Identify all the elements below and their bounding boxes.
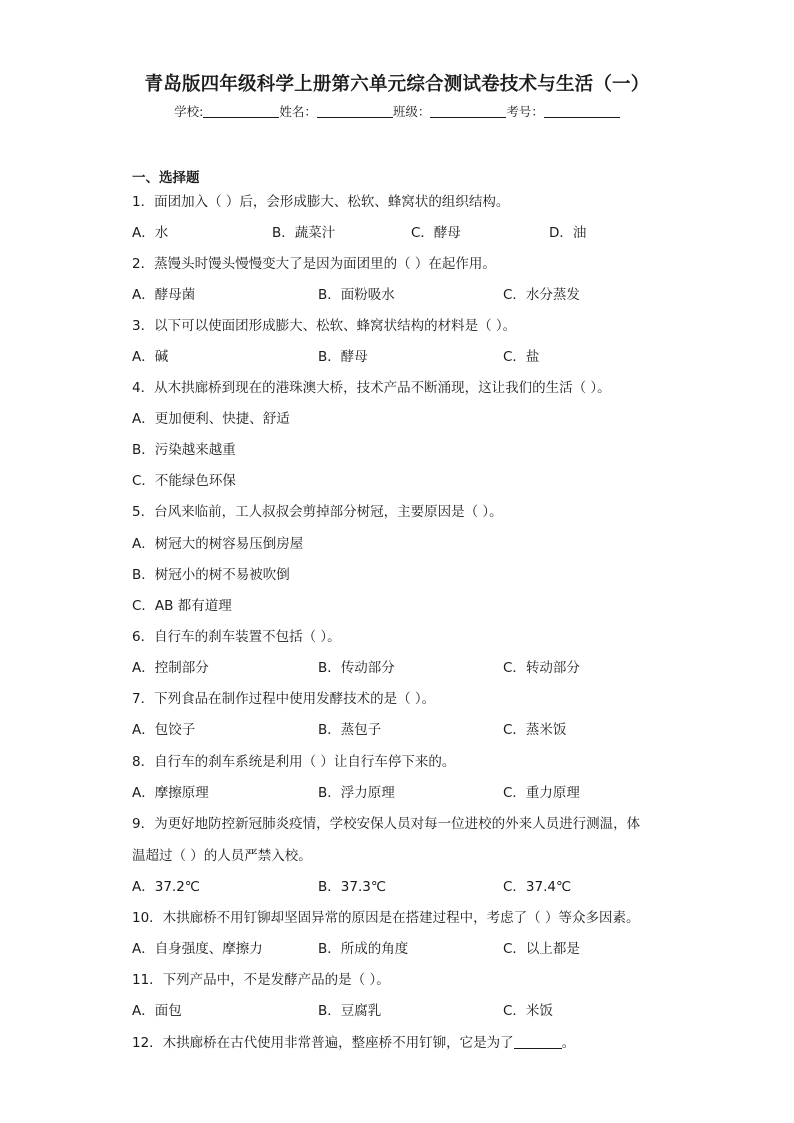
question-3-option-a[interactable]: A．碱 <box>132 349 169 365</box>
question-12-text: 12．木拱廊桥在古代使用非常普遍，整座桥不用钉铆，它是为了 <box>132 1035 514 1051</box>
question-2-option-a[interactable]: A．酵母菌 <box>132 287 196 303</box>
question-6-option-b[interactable]: B．传动部分 <box>318 660 395 676</box>
question-12-stem <box>132 1035 575 1051</box>
student-info-row <box>0 102 794 120</box>
school-blank[interactable] <box>203 105 279 118</box>
question-4-option-c[interactable]: C．不能绿色环保 <box>132 473 236 489</box>
question-4-stem: 4．从木拱廊桥到现在的港珠澳大桥，技术产品不断涌现，这让我们的生活（ ）。 <box>132 380 611 396</box>
question-2-option-b[interactable]: B．面粉吸水 <box>318 287 395 303</box>
page-title: 青岛版四年级科学上册第六单元综合测试卷技术与生活（一） <box>144 74 650 95</box>
name-blank[interactable] <box>317 105 393 118</box>
question-8-option-c[interactable]: C．重力原理 <box>503 785 580 801</box>
school-label: 学校: <box>174 104 204 119</box>
question-5-option-b[interactable]: B．树冠小的树不易被吹倒 <box>132 567 290 583</box>
question-9-option-c[interactable]: C．37.4℃ <box>503 879 572 895</box>
question-6-option-c[interactable]: C．转动部分 <box>503 660 580 676</box>
question-1-stem: 1．面团加入（ ）后，会形成膨大、松软、蜂窝状的组织结构。 <box>132 194 510 210</box>
question-12-end: 。 <box>561 1035 576 1051</box>
question-12-answer-blank[interactable] <box>514 1035 562 1049</box>
question-2-option-c[interactable]: C．水分蒸发 <box>503 287 580 303</box>
question-8-option-b[interactable]: B．浮力原理 <box>318 785 395 801</box>
question-11-option-b[interactable]: B．豆腐乳 <box>318 1003 382 1019</box>
question-9-option-b[interactable]: B．37.3℃ <box>318 879 386 895</box>
exam-number-blank[interactable] <box>544 105 620 118</box>
question-3-stem: 3．以下可以使面团形成膨大、松软、蜂窝状结构的材料是（ ）。 <box>132 318 517 334</box>
section-heading: 一、选择题 <box>132 170 200 186</box>
class-label: 班级： <box>392 104 431 119</box>
question-10-option-a[interactable]: A．自身强度、摩擦力 <box>132 941 263 957</box>
question-9-stem-continued: 温超过（ ）的人员严禁入校。 <box>132 848 312 864</box>
question-11-stem: 11．下列产品中，不是发酵产品的是（ ）。 <box>132 972 390 988</box>
question-1-option-d[interactable]: D．油 <box>549 225 587 241</box>
question-7-option-b[interactable]: B．蒸包子 <box>318 722 382 738</box>
question-5-option-c[interactable]: C．AB 都有道理 <box>132 598 232 614</box>
question-3-option-b[interactable]: B．酵母 <box>318 349 368 365</box>
question-7-option-a[interactable]: A．包饺子 <box>132 722 196 738</box>
exam-number-label: 考号： <box>506 104 544 119</box>
question-4-option-b[interactable]: B．污染越来越重 <box>132 442 236 458</box>
question-6-stem: 6．自行车的刹车装置不包括（ ）。 <box>132 629 341 645</box>
question-5-stem: 5．台风来临前，工人叔叔会剪掉部分树冠，主要原因是（ ）。 <box>132 504 503 520</box>
question-11-option-c[interactable]: C．米饭 <box>503 1003 553 1019</box>
name-label: 姓名： <box>279 104 317 119</box>
question-1-option-b[interactable]: B．蔬菜汁 <box>272 225 336 241</box>
question-7-option-c[interactable]: C．蒸米饭 <box>503 722 567 738</box>
question-10-stem: 10．木拱廊桥不用钉铆却坚固异常的原因是在搭建过程中，考虑了（ ）等众多因素。 <box>132 910 640 926</box>
question-1-option-a[interactable]: A．水 <box>132 225 169 241</box>
question-10-option-b[interactable]: B．所成的角度 <box>318 941 409 957</box>
question-7-stem: 7．下列食品在制作过程中使用发酵技术的是（ ）。 <box>132 691 436 707</box>
question-5-option-a[interactable]: A．树冠大的树容易压倒房屋 <box>132 536 304 552</box>
question-9-stem: 9．为更好地防控新冠肺炎疫情，学校安保人员对每一位进校的外来人员进行测温，体 <box>132 816 641 832</box>
question-1-option-c[interactable]: C．酵母 <box>411 225 461 241</box>
question-10-option-c[interactable]: C．以上都是 <box>503 941 580 957</box>
question-9-option-a[interactable]: A．37.2℃ <box>132 879 200 895</box>
question-4-option-a[interactable]: A．更加便利、快捷、舒适 <box>132 411 290 427</box>
question-6-option-a[interactable]: A．控制部分 <box>132 660 209 676</box>
question-8-option-a[interactable]: A．摩擦原理 <box>132 785 209 801</box>
question-3-option-c[interactable]: C．盐 <box>503 349 540 365</box>
class-blank[interactable] <box>430 105 506 118</box>
question-2-stem: 2．蒸馒头时馒头慢慢变大了是因为面团里的（ ）在起作用。 <box>132 256 496 272</box>
question-8-stem: 8．自行车的刹车系统是利用（ ）让自行车停下来的。 <box>132 754 456 770</box>
question-11-option-a[interactable]: A．面包 <box>132 1003 182 1019</box>
